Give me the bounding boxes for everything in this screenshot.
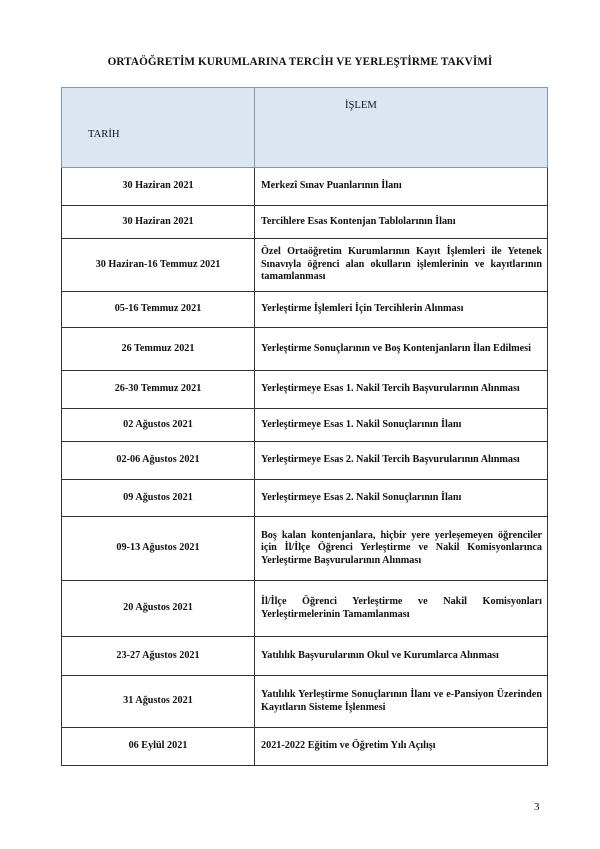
row-date: 30 Haziran 2021 bbox=[62, 168, 255, 206]
row-date: 09 Ağustos 2021 bbox=[62, 480, 255, 517]
row-date: 26-30 Temmuz 2021 bbox=[62, 371, 255, 409]
row-date: 30 Haziran 2021 bbox=[62, 206, 255, 239]
table-row bbox=[62, 480, 548, 517]
table-row bbox=[62, 206, 548, 239]
row-operation: Merkezî Sınav Puanlarının İlanı bbox=[255, 168, 548, 206]
table-row bbox=[62, 409, 548, 442]
table-row bbox=[62, 517, 548, 581]
row-date: 31 Ağustos 2021 bbox=[62, 676, 255, 728]
row-date: 26 Temmuz 2021 bbox=[62, 328, 255, 371]
page-number: 3 bbox=[534, 801, 540, 813]
row-operation: Yerleştirmeye Esas 1. Nakil Sonuçlarının İlanı bbox=[255, 409, 548, 442]
row-operation: İl/İlçe Öğrenci Yerleştirme ve Nakil Komisyonları Yerleştirmelerinin Tamamlanması bbox=[255, 581, 548, 637]
row-operation: Yatılılık Yerleştirme Sonuçlarının İlanı ve e-Pansiyon Üzerinden Kayıtların Sisteme İşlenmesi bbox=[255, 676, 548, 728]
row-operation: Yerleştirme Sonuçlarının ve Boş Kontenjanların İlan Edilmesi bbox=[255, 328, 548, 371]
row-date: 30 Haziran-16 Temmuz 2021 bbox=[62, 239, 255, 292]
table-row bbox=[62, 676, 548, 728]
table-row bbox=[62, 637, 548, 676]
row-operation: Boş kalan kontenjanlara, hiçbir yere yerleşemeyen öğrenciler için İl/İlçe Öğrenci Yerleştirme ve Nakil Komisyonlarınca Yerleştirme Başvurularının Alınması bbox=[255, 517, 548, 581]
header-date: TARİH bbox=[62, 88, 255, 168]
header-operation: İŞLEM bbox=[255, 88, 548, 168]
table-row bbox=[62, 371, 548, 409]
row-operation: Tercihlere Esas Kontenjan Tablolarının İlanı bbox=[255, 206, 548, 239]
row-operation: 2021-2022 Eğitim ve Öğretim Yılı Açılışı bbox=[255, 728, 548, 766]
table-row bbox=[62, 168, 548, 206]
row-date: 02 Ağustos 2021 bbox=[62, 409, 255, 442]
row-operation: Yerleştirmeye Esas 2. Nakil Tercih Başvurularının Alınması bbox=[255, 442, 548, 480]
table-row bbox=[62, 292, 548, 328]
row-date: 06 Eylül 2021 bbox=[62, 728, 255, 766]
row-date: 05-16 Temmuz 2021 bbox=[62, 292, 255, 328]
table-row bbox=[62, 239, 548, 292]
table-row bbox=[62, 581, 548, 637]
schedule-table bbox=[61, 87, 548, 766]
document-title: ORTAÖĞRETİM KURUMLARINA TERCİH VE YERLEŞTİRME TAKVİMİ bbox=[107, 56, 493, 68]
table-row bbox=[62, 442, 548, 480]
row-operation: Yerleştirme İşlemleri İçin Tercihlerin Alınması bbox=[255, 292, 548, 328]
row-date: 02-06 Ağustos 2021 bbox=[62, 442, 255, 480]
row-operation: Özel Ortaöğretim Kurumlarının Kayıt İşlemleri ile Yetenek Sınavıyla öğrenci alan okulların işlemlerinin ve kayıtlarının tamamlanması bbox=[255, 239, 548, 292]
row-operation: Yatılılık Başvurularının Okul ve Kurumlarca Alınması bbox=[255, 637, 548, 676]
table-row bbox=[62, 728, 548, 766]
row-operation: Yerleştirmeye Esas 1. Nakil Tercih Başvurularının Alınması bbox=[255, 371, 548, 409]
row-date: 23-27 Ağustos 2021 bbox=[62, 637, 255, 676]
row-date: 09-13 Ağustos 2021 bbox=[62, 517, 255, 581]
row-date: 20 Ağustos 2021 bbox=[62, 581, 255, 637]
table-header-row bbox=[62, 88, 548, 168]
row-operation: Yerleştirmeye Esas 2. Nakil Sonuçlarının İlanı bbox=[255, 480, 548, 517]
table-row bbox=[62, 328, 548, 371]
